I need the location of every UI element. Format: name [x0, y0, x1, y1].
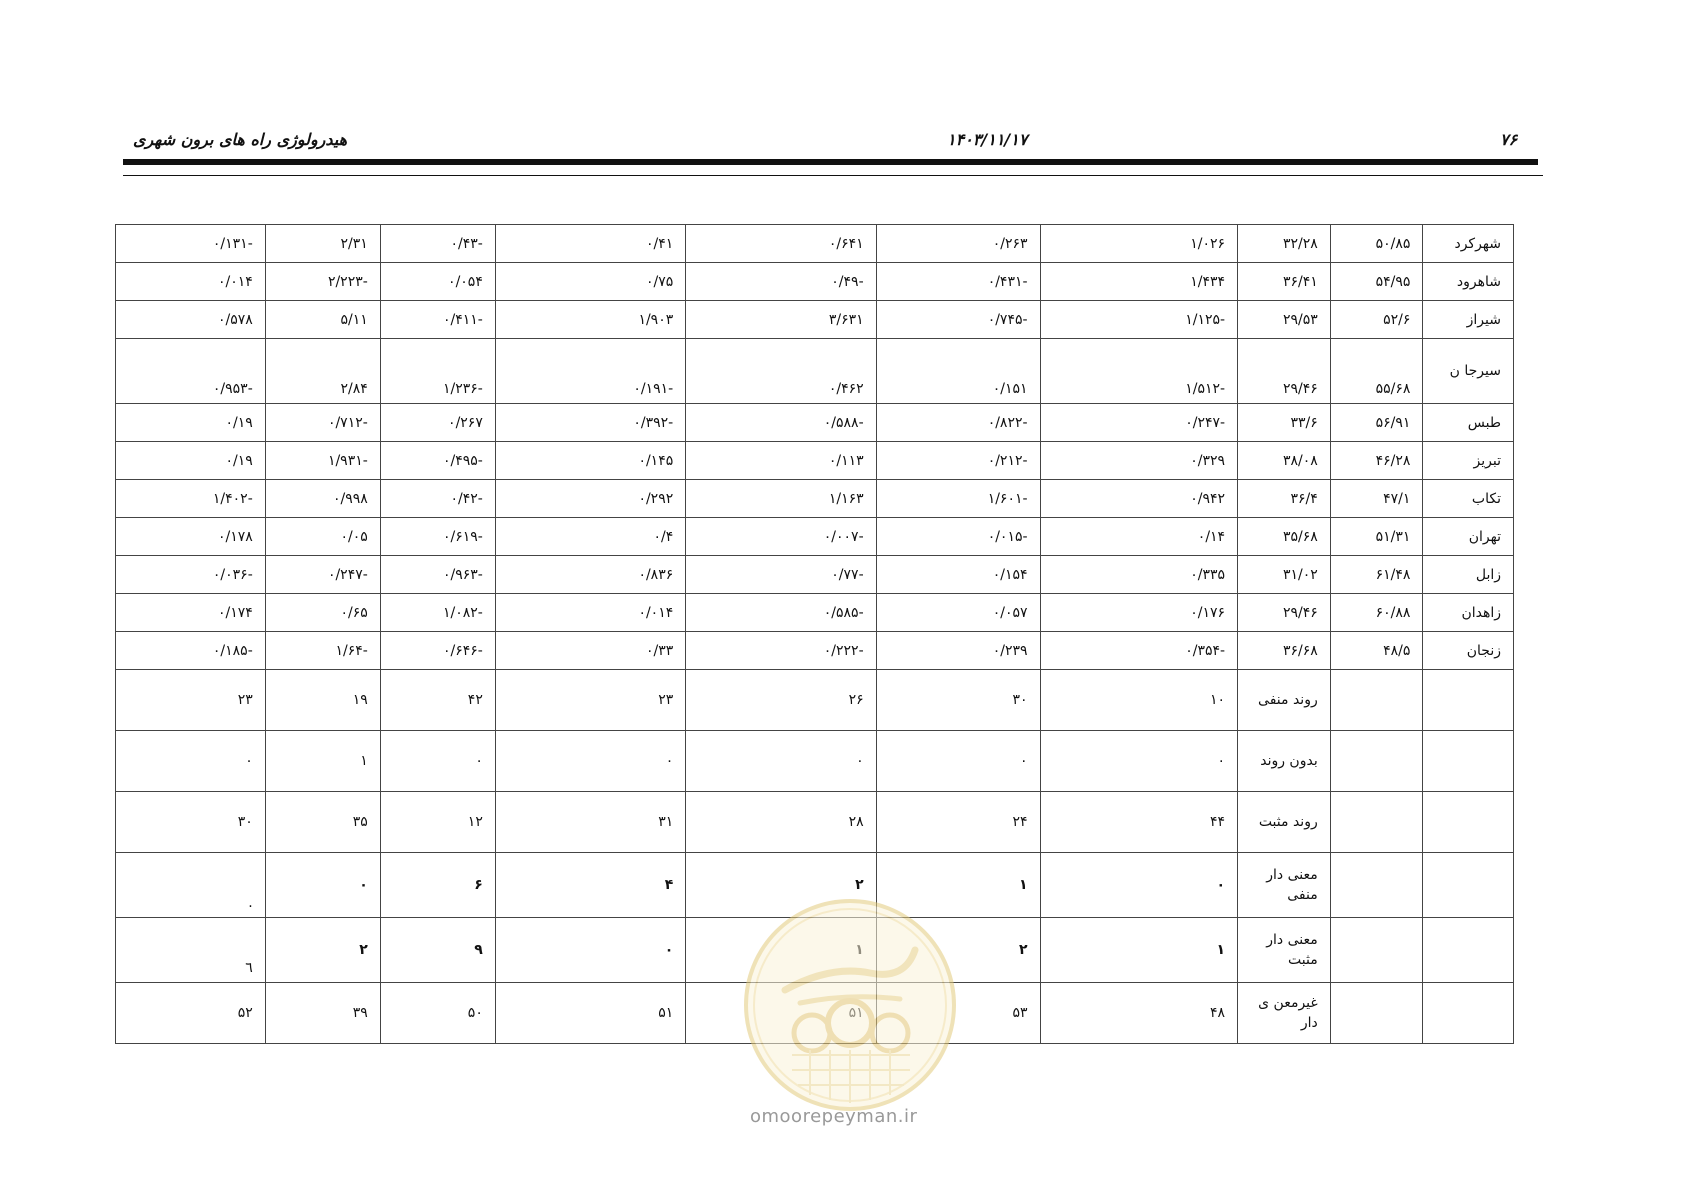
- summary-row: [116, 792, 1514, 853]
- table-cell: ۴۸/۵: [1330, 632, 1423, 670]
- table-row: [116, 301, 1514, 339]
- table-cell: ۴۲: [380, 670, 495, 731]
- city-cell: تهران: [1423, 518, 1514, 556]
- table-cell: ۵/۱۱: [265, 301, 380, 339]
- table-cell: ۰/۲۳۹: [876, 632, 1040, 670]
- table-cell: ۱/۰۲۶: [1040, 225, 1238, 263]
- table-cell: -۰/۷۷: [686, 556, 876, 594]
- table-cell: -۱/۴۰۲: [116, 480, 266, 518]
- empty-cell: [1330, 853, 1423, 918]
- table-cell: -۰/۲۱۲: [876, 442, 1040, 480]
- summary-label: روند مثبت: [1238, 792, 1331, 853]
- table-cell: ۲۳: [116, 670, 266, 731]
- table-cell: ۰/۴۱: [495, 225, 685, 263]
- header-rule-thick: [123, 159, 1538, 165]
- table-row: [116, 480, 1514, 518]
- table-cell: ۳۶/۴: [1238, 480, 1331, 518]
- table-cell: ۲۳: [495, 670, 685, 731]
- table-row: [116, 518, 1514, 556]
- table-cell: ۰/۳۲۹: [1040, 442, 1238, 480]
- table-cell: ۰/۹۹۸: [265, 480, 380, 518]
- table-cell: ۰: [495, 731, 685, 792]
- city-cell: طبس: [1423, 404, 1514, 442]
- table-cell: -۰/۲۴۷: [1040, 404, 1238, 442]
- table-cell: ۰/۰۱۴: [495, 594, 685, 632]
- table-cell: ۵۰: [380, 983, 495, 1044]
- table-cell: ۲: [876, 918, 1040, 983]
- table-cell: ٦: [116, 918, 266, 983]
- table-cell: ۳۵/۶۸: [1238, 518, 1331, 556]
- table-cell: ۳۹: [265, 983, 380, 1044]
- table-cell: ۵۱: [495, 983, 685, 1044]
- table-cell: ۰/۰۱۴: [116, 263, 266, 301]
- table-cell: -۲/۲۲۳: [265, 263, 380, 301]
- table-cell: ۳۰: [116, 792, 266, 853]
- summary-label: بدون روند: [1238, 731, 1331, 792]
- empty-cell: [1423, 983, 1514, 1044]
- empty-cell: [1330, 731, 1423, 792]
- table-cell: ۳۶/۴۱: [1238, 263, 1331, 301]
- table-cell: -۰/۲۲۲: [686, 632, 876, 670]
- table-cell: -۰/۰۱۵: [876, 518, 1040, 556]
- table-cell: ۱/۱۶۳: [686, 480, 876, 518]
- table-cell: ۳/۶۳۱: [686, 301, 876, 339]
- table-cell: -۰/۰۰۷: [686, 518, 876, 556]
- table-cell: ۵۰/۸۵: [1330, 225, 1423, 263]
- table-cell: -۰/۶۱۹: [380, 518, 495, 556]
- table-cell: ۰/۳۳: [495, 632, 685, 670]
- table-cell: -۰/۱۸۵: [116, 632, 266, 670]
- table-cell: ۳۲/۲۸: [1238, 225, 1331, 263]
- table-cell: -۱/۹۳۱: [265, 442, 380, 480]
- table-cell: ۰/۶۴۱: [686, 225, 876, 263]
- table-cell: ۴۷/۱: [1330, 480, 1423, 518]
- table-cell: ۰/۰۵۴: [380, 263, 495, 301]
- table-row: [116, 632, 1514, 670]
- empty-cell: [1330, 792, 1423, 853]
- table-cell: -۰/۱۳۱: [116, 225, 266, 263]
- table-cell: -۱/۶۴: [265, 632, 380, 670]
- table-cell: ۳۱/۰۲: [1238, 556, 1331, 594]
- table-cell: ۰/۱۴۵: [495, 442, 685, 480]
- table-cell: ۰/۶۵: [265, 594, 380, 632]
- summary-label: روند منفی: [1238, 670, 1331, 731]
- table-cell: ۰/۲۶۷: [380, 404, 495, 442]
- table-cell: -۱/۶۰۱: [876, 480, 1040, 518]
- table-row: [116, 404, 1514, 442]
- table-cell: -۰/۴۳۱: [876, 263, 1040, 301]
- table-cell: ۱: [876, 853, 1040, 918]
- table-cell: ۵۴/۹۵: [1330, 263, 1423, 301]
- table-cell: -۰/۴۳: [380, 225, 495, 263]
- empty-cell: [1423, 670, 1514, 731]
- empty-cell: [1423, 918, 1514, 983]
- table-cell: -۰/۰۳۶: [116, 556, 266, 594]
- table-cell: ۰: [380, 731, 495, 792]
- table-row: [116, 442, 1514, 480]
- table-cell: ۲۴: [876, 792, 1040, 853]
- table-cell: ۳۳/۶: [1238, 404, 1331, 442]
- table-cell: ۵۵/۶۸: [1330, 339, 1423, 404]
- table-cell: ۰/۱۷۴: [116, 594, 266, 632]
- summary-label: معنی دار منفی: [1238, 853, 1331, 918]
- table-cell: ۱: [1040, 918, 1238, 983]
- table-cell: ۲۸: [686, 792, 876, 853]
- table-cell: ۴۶/۲۸: [1330, 442, 1423, 480]
- table-cell: ۱۲: [380, 792, 495, 853]
- summary-label: معنی دار مثبت: [1238, 918, 1331, 983]
- table-cell: -۱/۵۱۲: [1040, 339, 1238, 404]
- empty-cell: [1423, 853, 1514, 918]
- table-cell: ۳۱: [495, 792, 685, 853]
- table-cell: -۰/۵۸۵: [686, 594, 876, 632]
- table-cell: ۴۸: [1040, 983, 1238, 1044]
- header-date: ۱۴۰۳/۱۱/۱۷: [947, 130, 1028, 149]
- table-cell: ۰/۸۳۶: [495, 556, 685, 594]
- table-cell: ۵۳: [876, 983, 1040, 1044]
- city-cell: زابل: [1423, 556, 1514, 594]
- table-cell: ۰: [116, 731, 266, 792]
- table-cell: ۰/۱۵۱: [876, 339, 1040, 404]
- table-cell: -۰/۲۴۷: [265, 556, 380, 594]
- table-cell: ۲/۳۱: [265, 225, 380, 263]
- table-cell: ۹: [380, 918, 495, 983]
- table-cell: ۰/۱۹: [116, 404, 266, 442]
- table-cell: ۵۶/۹۱: [1330, 404, 1423, 442]
- watermark-logo: [740, 895, 960, 1115]
- table-cell: -۰/۴۲: [380, 480, 495, 518]
- table-cell: ۲: [265, 918, 380, 983]
- empty-cell: [1330, 670, 1423, 731]
- table-cell: -۱/۰۸۲: [380, 594, 495, 632]
- table-cell: ۰/۱۷۶: [1040, 594, 1238, 632]
- empty-cell: [1423, 731, 1514, 792]
- summary-row: [116, 731, 1514, 792]
- table-cell: -۰/۷۱۲: [265, 404, 380, 442]
- table-cell: ۰/۹۴۲: [1040, 480, 1238, 518]
- table-cell: ۰/۱۱۳: [686, 442, 876, 480]
- table-row: [116, 556, 1514, 594]
- summary-row: [116, 670, 1514, 731]
- table-cell: ۳۵: [265, 792, 380, 853]
- table-cell: ۰: [495, 918, 685, 983]
- table-cell: ۰/۴: [495, 518, 685, 556]
- table-cell: ۶۱/۴۸: [1330, 556, 1423, 594]
- table-cell: ۰/۱۵۴: [876, 556, 1040, 594]
- table-cell: ۱۰: [1040, 670, 1238, 731]
- summary-label: غیرمعن ی دار: [1238, 983, 1331, 1044]
- city-cell: زاهدان: [1423, 594, 1514, 632]
- table-cell: ۰/۵۷۸: [116, 301, 266, 339]
- table-cell: -۰/۴۱۱: [380, 301, 495, 339]
- table-cell: -۰/۱۹۱: [495, 339, 685, 404]
- table-cell: ۲۶: [686, 670, 876, 731]
- table-cell: ۵۲: [116, 983, 266, 1044]
- table-cell: ۴: [495, 853, 685, 918]
- table-cell: ۵۱/۳۱: [1330, 518, 1423, 556]
- table-cell: ۰/۱۴: [1040, 518, 1238, 556]
- table-cell: ۳۸/۰۸: [1238, 442, 1331, 480]
- city-cell: سیرجا ن: [1423, 339, 1514, 404]
- table-row: [116, 594, 1514, 632]
- table-cell: ۰/۴۶۲: [686, 339, 876, 404]
- table-cell: ۰: [876, 731, 1040, 792]
- table-cell: -۰/۶۴۶: [380, 632, 495, 670]
- table-cell: ۰/۱۹: [116, 442, 266, 480]
- table-cell: ۰/۷۵: [495, 263, 685, 301]
- table-cell: ۱/۴۳۴: [1040, 263, 1238, 301]
- table-cell: ۲۹/۵۳: [1238, 301, 1331, 339]
- table-row: [116, 225, 1514, 263]
- table-cell: ۳۰: [876, 670, 1040, 731]
- page-number: ۷۶: [1500, 130, 1518, 149]
- table-cell: -۰/۷۴۵: [876, 301, 1040, 339]
- header-title: هیدرولوژی راه های برون شهری: [133, 130, 348, 149]
- table-cell: -۰/۵۸۸: [686, 404, 876, 442]
- table-cell: -۰/۳۵۴: [1040, 632, 1238, 670]
- city-cell: شیراز: [1423, 301, 1514, 339]
- watermark-site: omoorepeyman.ir: [750, 1106, 918, 1127]
- table-cell: ۰/۰۵: [265, 518, 380, 556]
- table-cell: ۳۶/۶۸: [1238, 632, 1331, 670]
- empty-cell: [1330, 918, 1423, 983]
- city-cell: زنجان: [1423, 632, 1514, 670]
- table-cell: ۰/۲۹۲: [495, 480, 685, 518]
- table-cell: -۱/۱۲۵: [1040, 301, 1238, 339]
- table-cell: ۱۹: [265, 670, 380, 731]
- table-cell: ۶۰/۸۸: [1330, 594, 1423, 632]
- table-cell: ۰/۲۶۳: [876, 225, 1040, 263]
- table-cell: ۰: [1040, 731, 1238, 792]
- table-cell: ۲۹/۴۶: [1238, 339, 1331, 404]
- empty-cell: [1330, 983, 1423, 1044]
- table-row: [116, 263, 1514, 301]
- table-cell: -۰/۹۵۳: [116, 339, 266, 404]
- table-cell: -۰/۹۶۳: [380, 556, 495, 594]
- table-cell: ۱/۹۰۳: [495, 301, 685, 339]
- table-cell: ۲/۸۴: [265, 339, 380, 404]
- header-rule-thin: [123, 175, 1543, 176]
- table-cell: ۰: [686, 731, 876, 792]
- table-cell: ۲: [686, 853, 876, 918]
- city-cell: تبریز: [1423, 442, 1514, 480]
- empty-cell: [1423, 792, 1514, 853]
- table-cell: -۰/۴۹۵: [380, 442, 495, 480]
- table-cell: ۱: [265, 731, 380, 792]
- city-cell: شهرکرد: [1423, 225, 1514, 263]
- city-cell: شاهرود: [1423, 263, 1514, 301]
- table-cell: ۲۹/۴۶: [1238, 594, 1331, 632]
- table-cell: ۵۲/۶: [1330, 301, 1423, 339]
- table-row: [116, 339, 1514, 404]
- table-cell: ۰/۳۳۵: [1040, 556, 1238, 594]
- table-cell: -۱/۲۳۶: [380, 339, 495, 404]
- table-cell: ۰: [1040, 853, 1238, 918]
- table-cell: ۴۴: [1040, 792, 1238, 853]
- table-cell: -۰/۸۲۲: [876, 404, 1040, 442]
- table-cell: ۰/۰۵۷: [876, 594, 1040, 632]
- table-cell: ۰/۱۷۸: [116, 518, 266, 556]
- table-cell: -۰/۴۹: [686, 263, 876, 301]
- table-cell: .: [116, 853, 266, 918]
- table-cell: -۰/۳۹۲: [495, 404, 685, 442]
- table-cell: ۰: [265, 853, 380, 918]
- city-cell: تکاب: [1423, 480, 1514, 518]
- table-cell: ۶: [380, 853, 495, 918]
